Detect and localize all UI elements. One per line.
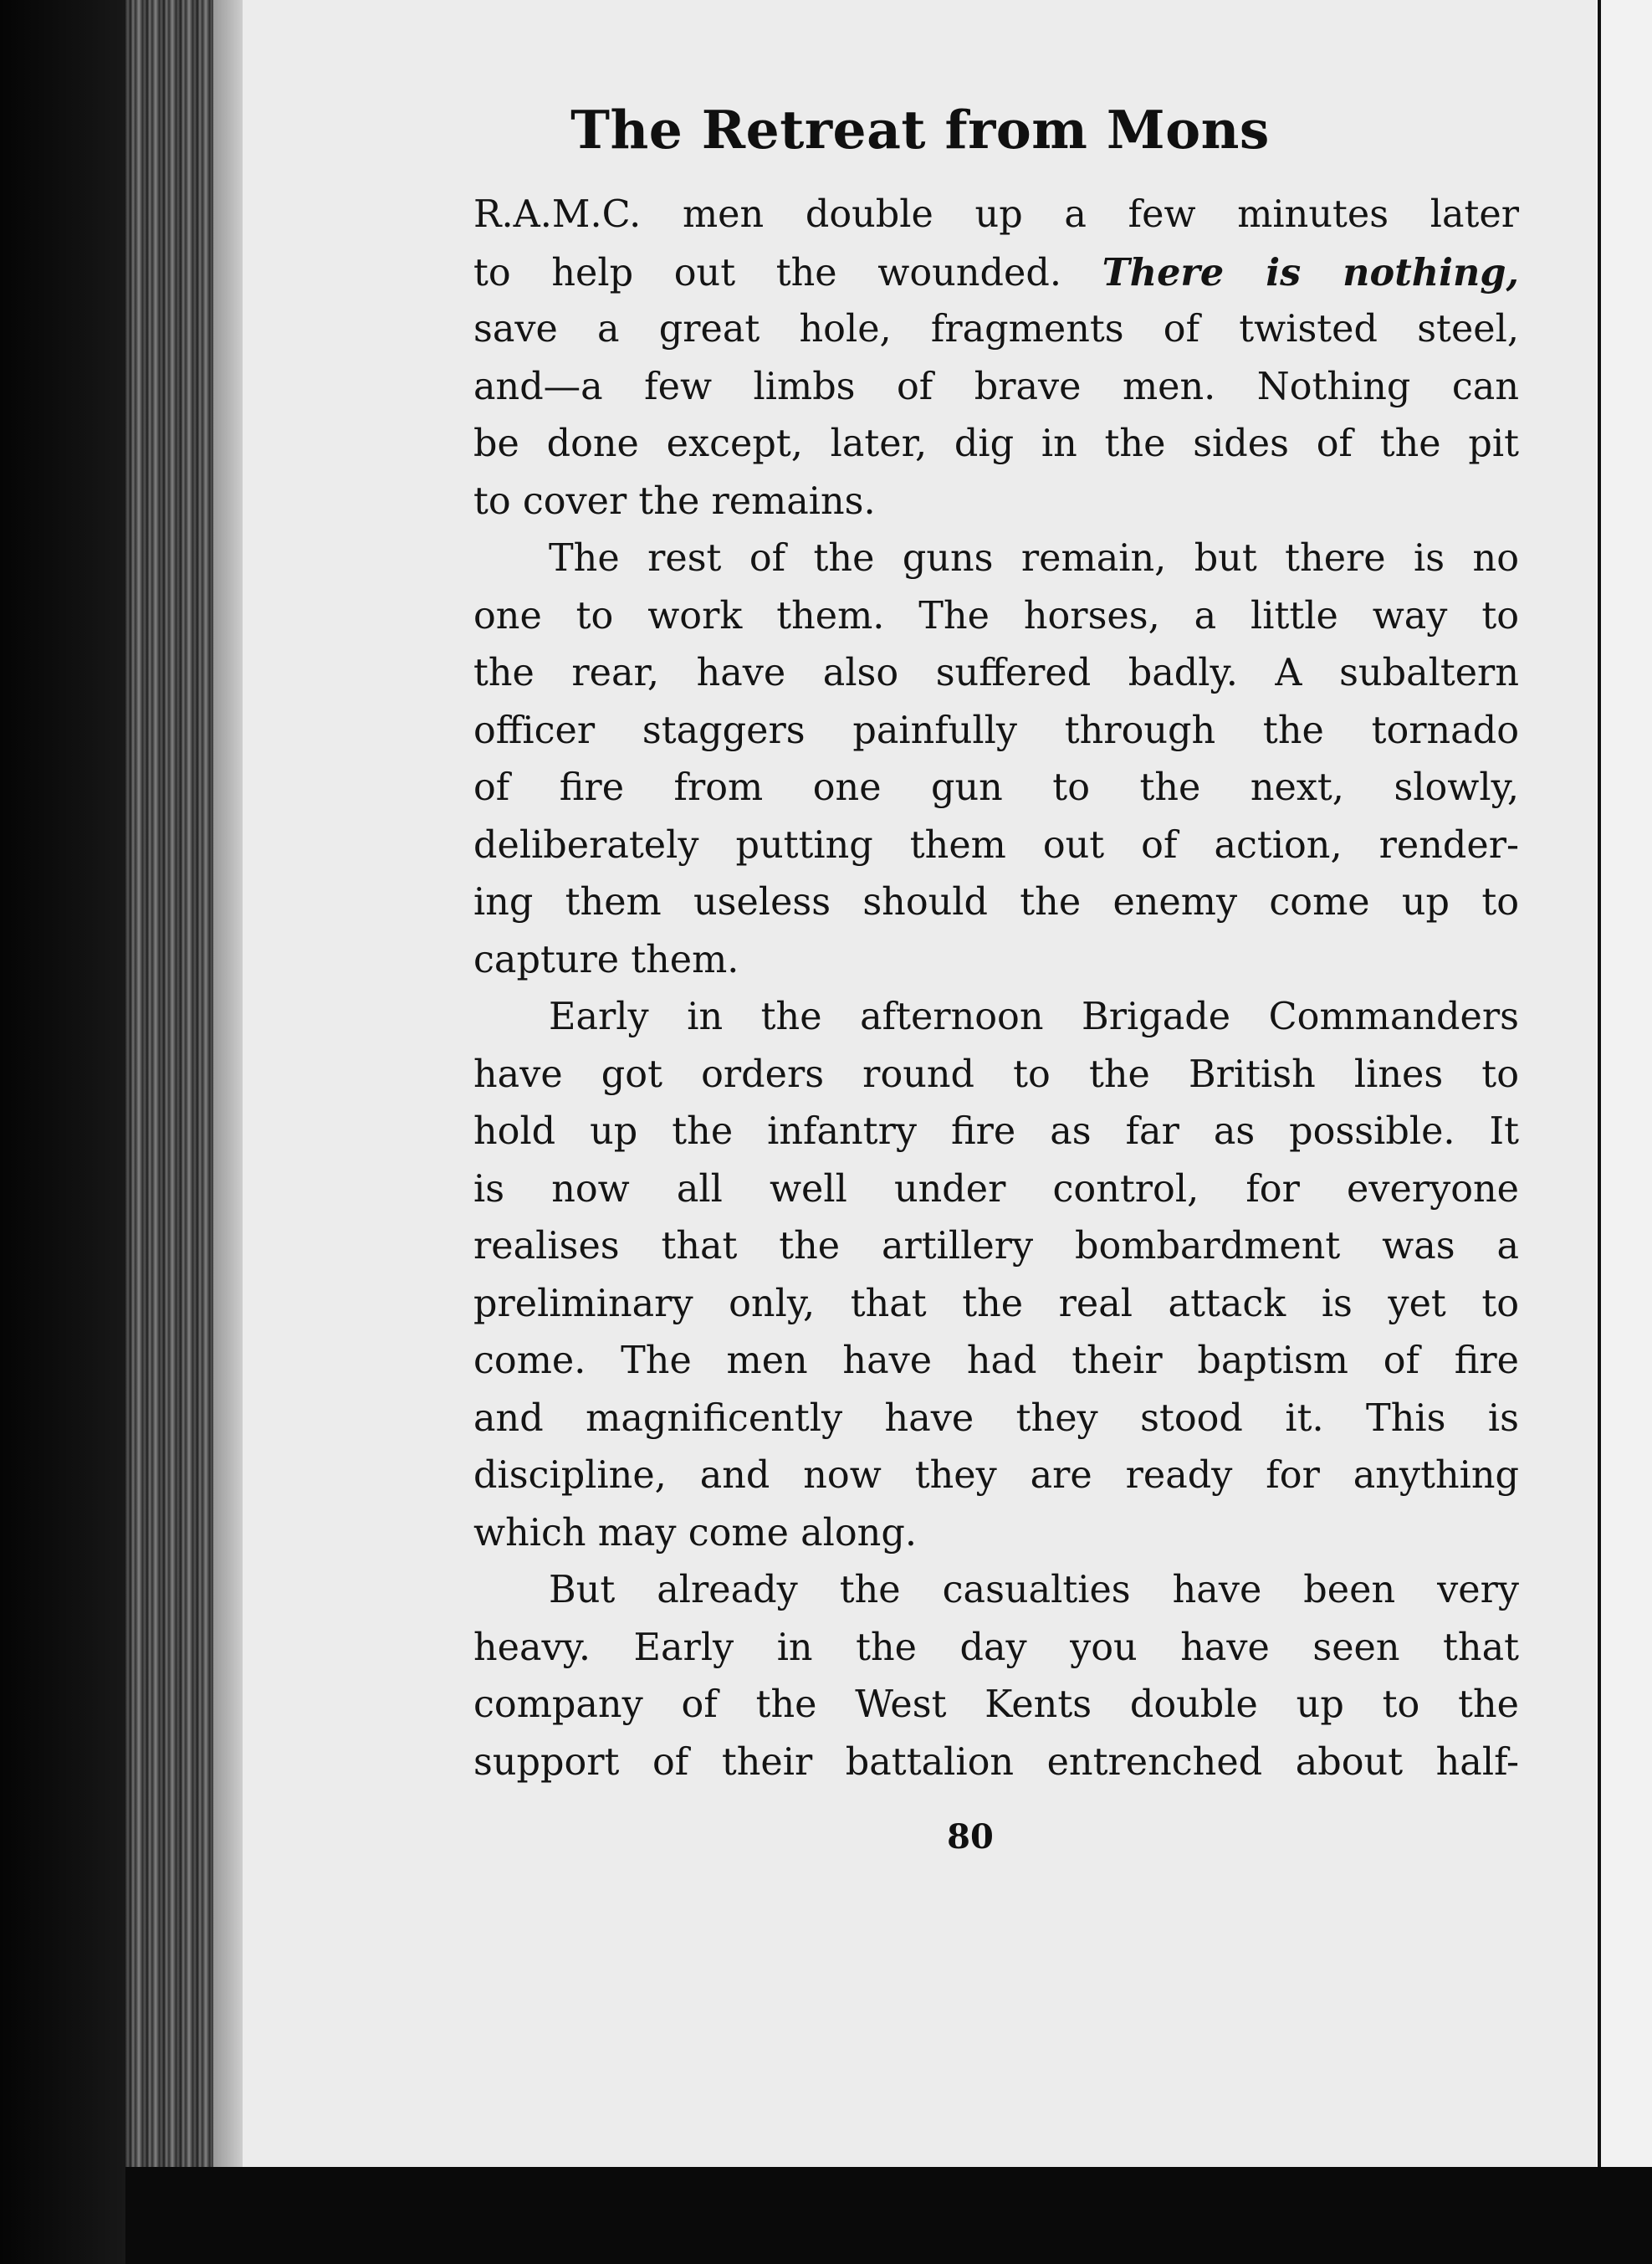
text-line (473, 874, 1519, 932)
text-segment: and magnificently have they stood it. This is (473, 1396, 1519, 1440)
text-line (473, 244, 1519, 302)
text-segment: have got orders round to the British lines to (473, 1053, 1519, 1096)
text-line (473, 588, 1519, 646)
text-line (473, 1620, 1519, 1678)
text-line (473, 359, 1519, 417)
text-segment: be done except, later, dig in the sides of the pit (473, 423, 1519, 465)
running-head: The Retreat from Mons (570, 99, 1270, 161)
text-segment: discipline, and now they are ready for anything (473, 1454, 1519, 1497)
text-segment: company of the West Kents double up to the (473, 1683, 1519, 1726)
page-edge-line (1598, 0, 1601, 2167)
text-line (473, 1218, 1519, 1276)
text-line (473, 1562, 1519, 1620)
text-segment: ing them useless should the enemy come up to (473, 881, 1519, 924)
text-line (473, 1677, 1519, 1734)
text-line (473, 760, 1519, 817)
body-text (473, 187, 1519, 1791)
text-line (473, 703, 1519, 761)
page-number: 80 (947, 1817, 994, 1857)
text-segment: deliberately putting them out of action, render- (473, 823, 1519, 867)
text-line (473, 416, 1519, 474)
text-segment: come. The men have had their baptism of fire (473, 1339, 1519, 1382)
text-segment: the rear, have also suffered badly. A subaltern (473, 652, 1519, 694)
text-line (473, 932, 1519, 990)
text-segment: support of their battalion entrenched about half- (473, 1740, 1519, 1784)
text-segment: Early in the afternoon Brigade Commanders (549, 996, 1519, 1038)
text-segment: The rest of the guns remain, but there is no (549, 537, 1519, 580)
text-segment: and—a few limbs of brave men. Nothing can (473, 365, 1519, 408)
text-segment: to cover the remains. (473, 479, 876, 523)
text-line (473, 530, 1519, 588)
scanner-bed-left (0, 0, 138, 2264)
text-segment: one to work them. The horses, a little way to (473, 594, 1519, 638)
text-segment: R.A.M.C. men double up a few minutes later (473, 193, 1519, 236)
text-line (473, 645, 1519, 703)
text-segment: heavy. Early in the day you have seen that (473, 1626, 1519, 1669)
text-line (473, 1104, 1519, 1161)
text-line (473, 1734, 1519, 1792)
text-line (473, 301, 1519, 359)
text-segment: officer staggers painfully through the tornado (473, 709, 1519, 752)
text-line (473, 817, 1519, 875)
text-segment: preliminary only, that the real attack is yet to (473, 1282, 1519, 1325)
text-segment: is now all well under control, for everyone (473, 1167, 1519, 1211)
text-line (473, 187, 1519, 244)
text-line (473, 1047, 1519, 1104)
text-segment: which may come along. (473, 1511, 917, 1555)
text-line (473, 1333, 1519, 1391)
text-segment: to help out the wounded. (473, 251, 1102, 295)
scanner-bed-bottom (125, 2167, 1652, 2264)
text-line (473, 1276, 1519, 1334)
text-line (473, 1447, 1519, 1505)
text-segment: capture them. (473, 938, 739, 981)
text-segment: of fire from one gun to the next, slowly, (473, 766, 1519, 809)
page-margin-right (1596, 0, 1652, 2264)
text-line (473, 1505, 1519, 1563)
text-line (473, 474, 1519, 531)
text-line (473, 1161, 1519, 1219)
text-segment: realises that the artillery bombardment was a (473, 1225, 1519, 1268)
text-segment: save a great hole, fragments of twisted steel, (473, 308, 1519, 351)
text-line (473, 989, 1519, 1047)
text-segment: hold up the infantry fire as far as possible. It (473, 1110, 1519, 1153)
text-segment: But already the casualties have been very (549, 1569, 1519, 1611)
italic-text: There is nothing, (1102, 250, 1519, 295)
text-line (473, 1391, 1519, 1448)
